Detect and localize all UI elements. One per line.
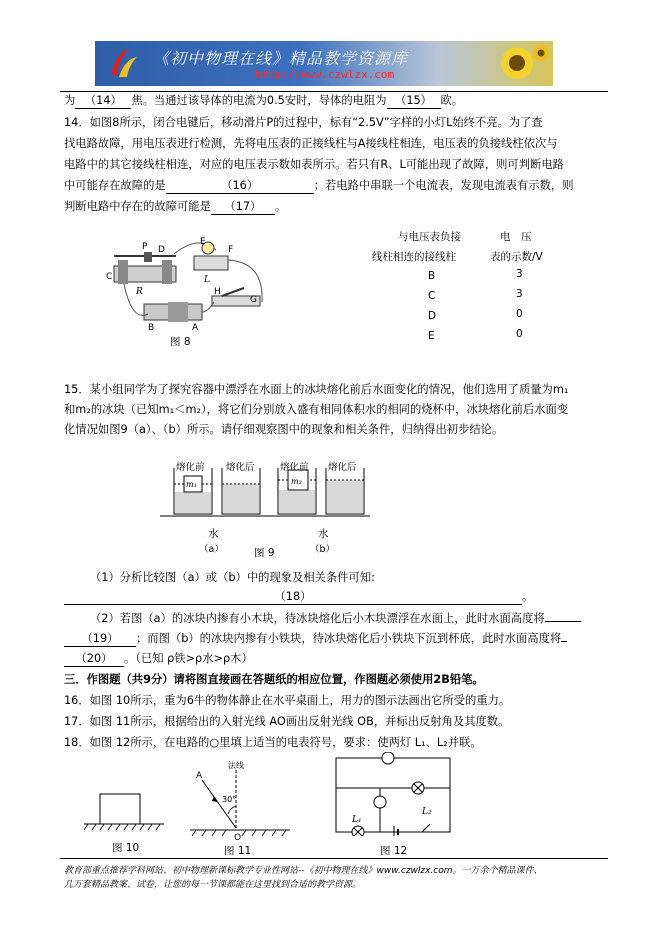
q18-text: 18．如图 12所示，在电路的○里填上适当的电表符号，要求：使两灯 L₁、L₂并联。 <box>64 736 482 749</box>
fig8-label-F: F <box>228 245 234 255</box>
fig9-m1-label: m₁ <box>186 480 197 489</box>
q14-line2: 找电路故障，用电压表进行检测，先将电压表的正接线柱与A接线柱相连，电压表的负接线柱依次与 <box>64 137 558 150</box>
footer-rule <box>60 858 608 859</box>
fig9-after-b: 熔化后 <box>328 462 357 473</box>
figure-9-caption: 图 9 <box>254 547 275 559</box>
table-row-value: 0 <box>516 308 523 320</box>
fig11-angle-label: 30° <box>222 795 237 804</box>
table-row-value: 3 <box>516 268 523 280</box>
fig9-before-b: 熔化前 <box>280 462 309 473</box>
fig9-label-a: （a） <box>199 544 224 555</box>
section-3-heading: 三．作图题（共9分）请将图直接画在答题纸的相应位置，作图题必须使用2B铅笔。 <box>64 673 484 686</box>
table-header-col2-line1: 电 压 <box>500 231 532 243</box>
blank-17[interactable]: （17） <box>211 200 275 215</box>
figure-12-caption: 图 12 <box>380 845 408 857</box>
sunflower-icon <box>479 43 549 85</box>
table-row-terminal: B <box>428 270 436 282</box>
fig11-point-a: A <box>196 771 203 781</box>
q14-line5: 判断电路中存在的故障可能是 （17） 。 <box>64 200 287 213</box>
q15-line2: 和m₂的冰块（已知m₁＜m₂），将它们分别放入盛有相同体积水的相同的烧杯中，冰块熔化前后水面变 <box>64 403 569 416</box>
fig9-water-b: 水 <box>318 528 329 540</box>
banner-url[interactable]: http://www.czwlzx.com <box>255 68 395 81</box>
blank-16[interactable]: （16） <box>166 179 314 194</box>
table-row-terminal: D <box>428 310 437 322</box>
q15-sub2-line1: （2）若图（a）的冰块内掺有小木块，待冰块熔化后小木块漂浮在水面上，此时水面高度将 <box>90 612 581 626</box>
blank-15[interactable]: （15） <box>387 94 441 109</box>
fig8-label-H: H <box>214 287 221 297</box>
fig8-label-B: B <box>148 323 155 333</box>
fig8-label-C: C <box>106 272 113 282</box>
q14-line1: 14．如图8所示，闭合电键后，移动滑片P的过程中，标有“2.5V”字样的小灯L始终不亮。为了查 <box>64 116 543 129</box>
table-row-terminal: E <box>428 330 435 342</box>
fig11-point-o: O <box>234 833 242 840</box>
blank-20[interactable]: （20） <box>64 652 124 667</box>
figure-8-circuit <box>104 232 284 347</box>
q15-sub1: （1）分析比较图（a）或（b）中的现象及相关条件可知: <box>90 571 375 584</box>
fig8-label-R: R <box>136 287 143 297</box>
q14-line3: 电路中的其它接线柱相连，对应的电压表示数如表所示。若只有R、L可能出现了故障，则可判断电路 <box>64 158 564 171</box>
figure-11-reflection <box>184 758 294 840</box>
blank-14[interactable]: （14） <box>75 94 131 109</box>
footer-line2: 几万套精品教案、试卷，让您的每一节课都能在这里找到合适的教学资源。 <box>64 880 362 890</box>
q16-text: 16．如图 10所示，重为6牛的物体静止在水平桌面上，用力的图示法画出它所受的重力。 <box>64 694 511 707</box>
figure-10-caption: 图 10 <box>112 842 140 854</box>
header-rule <box>60 91 608 92</box>
table-header-col1-line1: 与电压表负接 <box>398 231 461 243</box>
footer-line1: 教育部重点推荐学科网站、初中物理新课标教学专业性网站--《初中物理在线》www.czwlzx.com。一万余个精品课件、 <box>64 866 543 876</box>
blank-19[interactable]: （19） <box>64 632 136 647</box>
fig12-l1-label: L₁ <box>352 815 362 825</box>
q14-line4: 中可能存在故障的是 （16） ；若电路中串联一个电流表，发现电流表有示数，则 <box>64 179 574 192</box>
header-banner <box>95 41 553 86</box>
q17-text: 17．如图 11所示，根据给出的入射光线 AO画出反射光线 OB，并标出反射角及其度数。 <box>64 715 510 728</box>
table-row-value: 0 <box>516 328 523 340</box>
table-row-value: 3 <box>516 288 523 300</box>
banner-title: 《初中物理在线》精品教学资源库 <box>153 49 409 68</box>
table-row-terminal: C <box>428 290 436 302</box>
fig8-label-A: A <box>192 323 199 333</box>
fig8-label-G: G <box>250 295 257 305</box>
fig8-label-P: P <box>142 242 148 252</box>
fig12-l2-label: L₂ <box>422 807 432 817</box>
figure-10-block-on-table <box>84 788 164 834</box>
fig8-label-E: E <box>200 237 206 247</box>
fig9-after-a: 熔化后 <box>226 462 255 473</box>
fig9-m2-label: m₂ <box>291 477 302 486</box>
q15-sub2-line2: （19） ；而图（b）的冰块内掺有小铁块，待冰块熔化后小铁块下沉到杯底，此时水面高度将 <box>64 632 567 647</box>
q15-line1: 15．某小组同学为了探究容器中漂浮在水面上的冰块熔化前后水面变化的情况，他们选用了质量为m₁ <box>64 383 569 396</box>
table-header-col2-line2: 表的示数/V <box>490 251 543 263</box>
fig11-normal-label: 法线 <box>228 761 244 770</box>
q15-blank18-line: （18） 。 <box>64 590 533 605</box>
q13-tail: 为 （14） 焦。当通过该导体的电流为0.5安时，导体的电阻为 （15） 欧。 <box>64 94 464 107</box>
q15-line3: 化情况如图9（a）、（b）所示。请仔细观察图中的现象和相关条件，归纳得出初步结论。 <box>64 423 504 436</box>
fig9-water-a: 水 <box>208 528 219 540</box>
q15-sub2-line3: （20） 。（已知 ρ铁>ρ水>ρ木） <box>64 652 253 667</box>
fig9-before-a: 熔化前 <box>176 462 205 473</box>
figure-8-caption: 图 8 <box>170 336 191 348</box>
table-header-col1-line2: 线柱相连的接线柱 <box>372 251 456 263</box>
fig8-label-D: D <box>158 245 165 255</box>
figure-11-caption: 图 11 <box>224 845 252 857</box>
figure-12-circuit <box>330 752 456 836</box>
blank-18[interactable]: （18） <box>64 590 522 605</box>
site-logo-icon <box>107 45 139 81</box>
fig8-label-L: L <box>204 275 210 285</box>
fig9-label-b: （b） <box>310 544 336 555</box>
